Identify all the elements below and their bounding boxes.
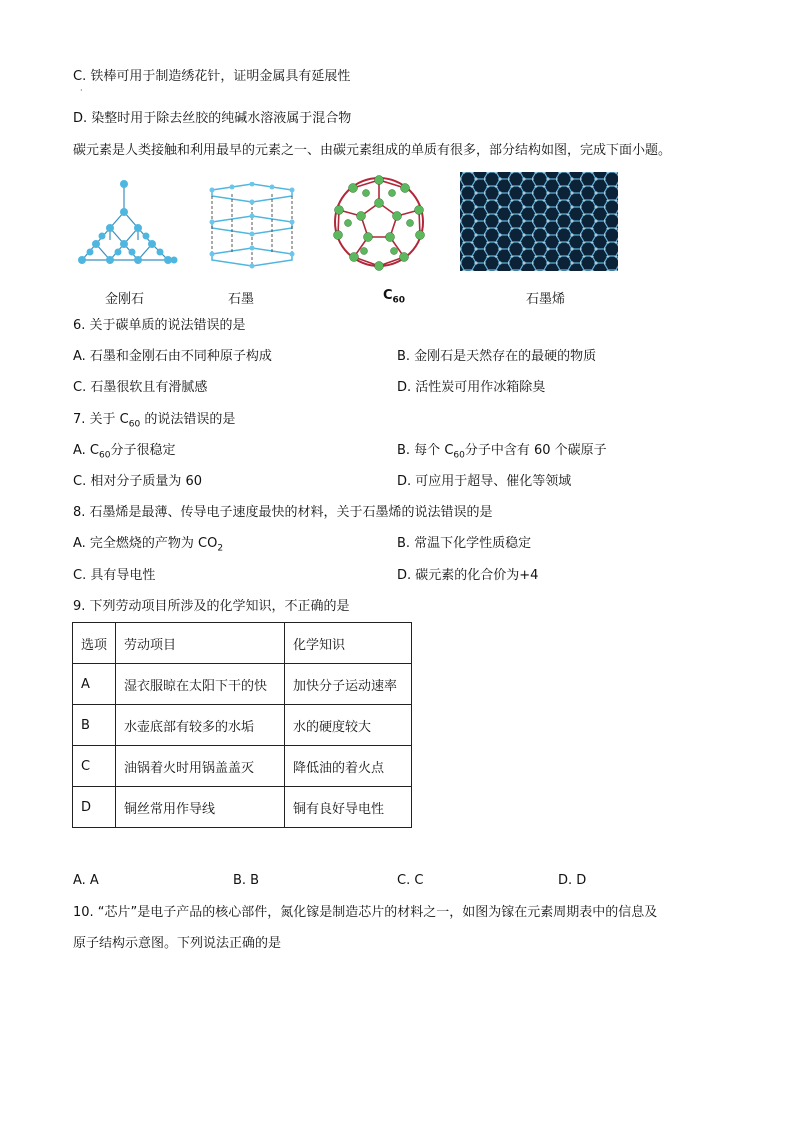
- q8-option-c: C. 具有导电性: [73, 568, 156, 583]
- c60-structure-figure: [330, 173, 428, 271]
- table-cell: 铜丝常用作导线: [116, 787, 285, 828]
- q10-stem-line1: 10. “芯片”是电子产品的核心部件，氮化镓是制造芯片的材料之一，如图为镓在元素周期表中的信息及: [73, 905, 658, 920]
- table-cell: A: [73, 664, 116, 705]
- table-cell: 油锅着火时用锅盖盖灭: [116, 746, 285, 787]
- c60-caption: $C_{60}$: [383, 288, 406, 306]
- table-row: [73, 705, 412, 746]
- q6-stem: 6. 关于碳单质的说法错误的是: [73, 318, 246, 333]
- diamond-structure-figure: [72, 178, 182, 270]
- q10-stem-line2: 原子结构示意图。下列说法正确的是: [73, 936, 282, 951]
- table-row: [73, 746, 412, 787]
- table-cell: 加快分子运动速率: [285, 664, 412, 705]
- table-header-cell: 劳动项目: [116, 623, 285, 664]
- q9-answer-a: A. A: [73, 873, 99, 888]
- q7-option-c: C. 相对分子质量为 60: [73, 474, 203, 489]
- q7-option-d: D. 可应用于超导、催化等领域: [397, 474, 572, 489]
- q9-answer-c: C. C: [397, 873, 424, 888]
- graphite-structure-figure: [202, 182, 302, 270]
- q6-option-a: A. 石墨和金刚石由不同种原子构成: [73, 349, 272, 364]
- q7-option-a: A. $C_{60}$分子很稳定: [73, 443, 176, 461]
- table-header-cell: 化学知识: [285, 623, 412, 664]
- q8-option-d: D. 碳元素的化合价为+4: [397, 568, 539, 583]
- table-cell: D: [73, 787, 116, 828]
- table-header-row: [73, 623, 412, 664]
- q9-answer-d: D. D: [558, 873, 587, 888]
- option-c-line: C. 铁棒可用于制造绣花针，证明金属具有延展性: [73, 69, 351, 84]
- q9-table: [72, 622, 412, 828]
- q8-option-b: B. 常温下化学性质稳定: [397, 536, 532, 551]
- dot-mark: ·: [80, 86, 83, 95]
- option-d-line: D. 染整时用于除去丝胶的纯碱水溶液属于混合物: [73, 111, 352, 126]
- question-stem: 碳元素是人类接触和利用最早的元素之一、由碳元素组成的单质有很多，部分结构如图，完成下面小题。: [73, 143, 672, 158]
- diamond-caption: 金刚石: [105, 292, 145, 307]
- q6-option-c: C. 石墨很软且有滑腻感: [73, 380, 208, 395]
- table-row: [73, 787, 412, 828]
- q7-stem: 7. 关于 $C_{60}$ 的说法错误的是: [73, 412, 236, 430]
- table-cell: 湿衣服晾在太阳下干的快: [116, 664, 285, 705]
- q9-answer-b: B. B: [233, 873, 260, 888]
- q6-option-d: D. 活性炭可用作冰箱除臭: [397, 380, 546, 395]
- q6-option-b: B. 金刚石是天然存在的最硬的物质: [397, 349, 597, 364]
- table-cell: 水壶底部有较多的水垢: [116, 705, 285, 746]
- q9-stem: 9. 下列劳动项目所涉及的化学知识，不正确的是: [73, 599, 350, 614]
- table-header-cell: 选项: [73, 623, 116, 664]
- table-cell: 水的硬度较大: [285, 705, 412, 746]
- q8-stem: 8. 石墨烯是最薄、传导电子速度最快的材料，关于石墨烯的说法错误的是: [73, 505, 493, 520]
- q8-option-a: A. 完全燃烧的产物为 $CO_2$: [73, 536, 224, 554]
- graphene-caption: 石墨烯: [526, 292, 566, 307]
- table-cell: B: [73, 705, 116, 746]
- table-row: [73, 664, 412, 705]
- table-cell: 铜有良好导电性: [285, 787, 412, 828]
- table-cell: C: [73, 746, 116, 787]
- q7-option-b: B. 每个 $C_{60}$分子中含有 60 个碳原子: [397, 443, 607, 461]
- table-cell: 降低油的着火点: [285, 746, 412, 787]
- graphite-caption: 石墨: [228, 292, 255, 307]
- graphene-structure-figure: [460, 172, 618, 271]
